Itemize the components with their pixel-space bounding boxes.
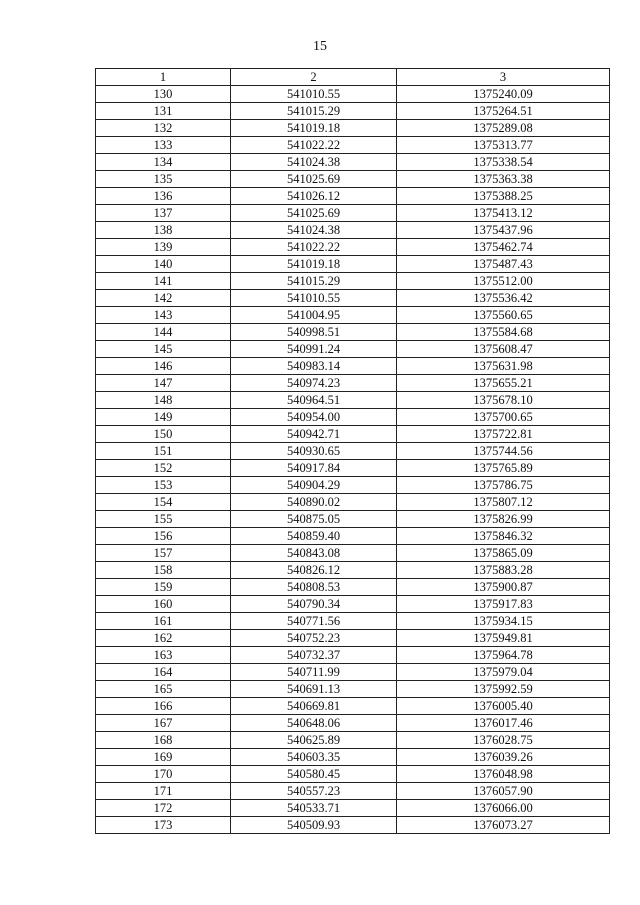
- y-coordinate-cell: 1375865.09: [397, 545, 610, 562]
- x-coordinate-cell: 541004.95: [231, 307, 397, 324]
- y-coordinate-cell: 1376017.46: [397, 715, 610, 732]
- table-row: [96, 120, 610, 137]
- point-number-cell: 141: [96, 273, 231, 290]
- point-number-cell: 163: [96, 647, 231, 664]
- point-number-cell: 142: [96, 290, 231, 307]
- y-coordinate-cell: 1375964.78: [397, 647, 610, 664]
- y-coordinate-cell: 1375512.00: [397, 273, 610, 290]
- y-coordinate-cell: 1376073.27: [397, 817, 610, 834]
- point-number-cell: 152: [96, 460, 231, 477]
- table-row: [96, 103, 610, 120]
- y-coordinate-cell: 1375437.96: [397, 222, 610, 239]
- x-coordinate-cell: 540732.37: [231, 647, 397, 664]
- y-coordinate-cell: 1375413.12: [397, 205, 610, 222]
- point-number-cell: 159: [96, 579, 231, 596]
- y-coordinate-cell: 1375765.89: [397, 460, 610, 477]
- x-coordinate-cell: 540625.89: [231, 732, 397, 749]
- y-coordinate-cell: 1376028.75: [397, 732, 610, 749]
- table-row: [96, 222, 610, 239]
- point-number-cell: 140: [96, 256, 231, 273]
- x-coordinate-cell: 540691.13: [231, 681, 397, 698]
- point-number-cell: 148: [96, 392, 231, 409]
- point-number-cell: 150: [96, 426, 231, 443]
- y-coordinate-cell: 1375363.38: [397, 171, 610, 188]
- table-row: [96, 171, 610, 188]
- point-number-cell: 138: [96, 222, 231, 239]
- x-coordinate-cell: 540509.93: [231, 817, 397, 834]
- table-row: [96, 783, 610, 800]
- y-coordinate-cell: 1375289.08: [397, 120, 610, 137]
- table-row: [96, 562, 610, 579]
- y-coordinate-cell: 1375744.56: [397, 443, 610, 460]
- table-row: [96, 358, 610, 375]
- point-number-cell: 144: [96, 324, 231, 341]
- y-coordinate-cell: 1375487.43: [397, 256, 610, 273]
- x-coordinate-cell: 541024.38: [231, 222, 397, 239]
- table-row: [96, 766, 610, 783]
- x-coordinate-cell: 540752.23: [231, 630, 397, 647]
- table-row: [96, 137, 610, 154]
- x-coordinate-cell: 541025.69: [231, 171, 397, 188]
- point-number-cell: 155: [96, 511, 231, 528]
- y-coordinate-cell: 1375462.74: [397, 239, 610, 256]
- table-row: [96, 817, 610, 834]
- point-number-cell: 145: [96, 341, 231, 358]
- x-coordinate-cell: 540669.81: [231, 698, 397, 715]
- table-row: [96, 494, 610, 511]
- point-number-cell: 161: [96, 613, 231, 630]
- point-number-cell: 165: [96, 681, 231, 698]
- table-row: [96, 443, 610, 460]
- table-row: [96, 681, 610, 698]
- table-row: [96, 409, 610, 426]
- x-coordinate-cell: 540917.84: [231, 460, 397, 477]
- table-row: [96, 460, 610, 477]
- x-coordinate-cell: 540942.71: [231, 426, 397, 443]
- x-coordinate-cell: 541024.38: [231, 154, 397, 171]
- point-number-cell: 130: [96, 86, 231, 103]
- y-coordinate-cell: 1375608.47: [397, 341, 610, 358]
- y-coordinate-cell: 1376039.26: [397, 749, 610, 766]
- point-number-cell: 139: [96, 239, 231, 256]
- y-coordinate-cell: 1375786.75: [397, 477, 610, 494]
- table-row: [96, 188, 610, 205]
- y-coordinate-cell: 1375826.99: [397, 511, 610, 528]
- point-number-cell: 149: [96, 409, 231, 426]
- x-coordinate-cell: 541019.18: [231, 256, 397, 273]
- point-number-cell: 167: [96, 715, 231, 732]
- point-number-cell: 134: [96, 154, 231, 171]
- table-row: [96, 154, 610, 171]
- y-coordinate-cell: 1375240.09: [397, 86, 610, 103]
- point-number-cell: 143: [96, 307, 231, 324]
- x-coordinate-cell: 540954.00: [231, 409, 397, 426]
- y-coordinate-cell: 1375979.04: [397, 664, 610, 681]
- point-number-cell: 166: [96, 698, 231, 715]
- x-coordinate-cell: 540859.40: [231, 528, 397, 545]
- x-coordinate-cell: 540890.02: [231, 494, 397, 511]
- point-number-cell: 137: [96, 205, 231, 222]
- point-number-cell: 158: [96, 562, 231, 579]
- point-number-cell: 171: [96, 783, 231, 800]
- x-coordinate-cell: 540533.71: [231, 800, 397, 817]
- point-number-cell: 154: [96, 494, 231, 511]
- x-coordinate-cell: 540875.05: [231, 511, 397, 528]
- table-row: [96, 545, 610, 562]
- y-coordinate-cell: 1375338.54: [397, 154, 610, 171]
- point-number-cell: 153: [96, 477, 231, 494]
- table-row: [96, 375, 610, 392]
- point-number-cell: 131: [96, 103, 231, 120]
- table-row: [96, 664, 610, 681]
- y-coordinate-cell: 1375264.51: [397, 103, 610, 120]
- table-row: [96, 290, 610, 307]
- x-coordinate-cell: 540557.23: [231, 783, 397, 800]
- y-coordinate-cell: 1375917.83: [397, 596, 610, 613]
- x-coordinate-cell: 540648.06: [231, 715, 397, 732]
- table-row: [96, 698, 610, 715]
- x-coordinate-cell: 540983.14: [231, 358, 397, 375]
- y-coordinate-cell: 1375631.98: [397, 358, 610, 375]
- y-coordinate-cell: 1375949.81: [397, 630, 610, 647]
- point-number-cell: 136: [96, 188, 231, 205]
- y-coordinate-cell: 1375807.12: [397, 494, 610, 511]
- point-number-cell: 173: [96, 817, 231, 834]
- point-number-cell: 162: [96, 630, 231, 647]
- x-coordinate-cell: 540790.34: [231, 596, 397, 613]
- x-coordinate-cell: 541026.12: [231, 188, 397, 205]
- table-row: [96, 613, 610, 630]
- table-row: [96, 205, 610, 222]
- y-coordinate-cell: 1375678.10: [397, 392, 610, 409]
- y-coordinate-cell: 1375560.65: [397, 307, 610, 324]
- x-coordinate-cell: 540904.29: [231, 477, 397, 494]
- x-coordinate-cell: 540711.99: [231, 664, 397, 681]
- x-coordinate-cell: 540998.51: [231, 324, 397, 341]
- y-coordinate-cell: 1375934.15: [397, 613, 610, 630]
- y-coordinate-cell: 1375883.28: [397, 562, 610, 579]
- point-number-cell: 132: [96, 120, 231, 137]
- point-number-cell: 133: [96, 137, 231, 154]
- x-coordinate-cell: 540826.12: [231, 562, 397, 579]
- y-coordinate-cell: 1375992.59: [397, 681, 610, 698]
- table-row: [96, 715, 610, 732]
- table-row: [96, 86, 610, 103]
- point-number-cell: 172: [96, 800, 231, 817]
- column-header: 3: [397, 69, 610, 86]
- x-coordinate-cell: 541015.29: [231, 103, 397, 120]
- y-coordinate-cell: 1375584.68: [397, 324, 610, 341]
- x-coordinate-cell: 541019.18: [231, 120, 397, 137]
- y-coordinate-cell: 1375536.42: [397, 290, 610, 307]
- point-number-cell: 147: [96, 375, 231, 392]
- table-row: [96, 426, 610, 443]
- y-coordinate-cell: 1375900.87: [397, 579, 610, 596]
- x-coordinate-cell: 540808.53: [231, 579, 397, 596]
- y-coordinate-cell: 1375313.77: [397, 137, 610, 154]
- table-header-row: [96, 69, 610, 86]
- point-number-cell: 168: [96, 732, 231, 749]
- x-coordinate-cell: 541010.55: [231, 86, 397, 103]
- x-coordinate-cell: 541025.69: [231, 205, 397, 222]
- y-coordinate-cell: 1376048.98: [397, 766, 610, 783]
- point-number-cell: 156: [96, 528, 231, 545]
- table-row: [96, 647, 610, 664]
- x-coordinate-cell: 541022.22: [231, 239, 397, 256]
- x-coordinate-cell: 540580.45: [231, 766, 397, 783]
- y-coordinate-cell: 1375388.25: [397, 188, 610, 205]
- table-row: [96, 477, 610, 494]
- x-coordinate-cell: 540964.51: [231, 392, 397, 409]
- y-coordinate-cell: 1375700.65: [397, 409, 610, 426]
- point-number-cell: 135: [96, 171, 231, 188]
- table-row: [96, 579, 610, 596]
- table-row: [96, 392, 610, 409]
- table-row: [96, 528, 610, 545]
- y-coordinate-cell: 1375722.81: [397, 426, 610, 443]
- table-row: [96, 324, 610, 341]
- table-row: [96, 307, 610, 324]
- table-row: [96, 630, 610, 647]
- y-coordinate-cell: 1375846.32: [397, 528, 610, 545]
- coordinates-table: [95, 68, 610, 834]
- x-coordinate-cell: 540603.35: [231, 749, 397, 766]
- x-coordinate-cell: 541010.55: [231, 290, 397, 307]
- table-row: [96, 800, 610, 817]
- y-coordinate-cell: 1376005.40: [397, 698, 610, 715]
- x-coordinate-cell: 540991.24: [231, 341, 397, 358]
- x-coordinate-cell: 540771.56: [231, 613, 397, 630]
- table-row: [96, 239, 610, 256]
- point-number-cell: 160: [96, 596, 231, 613]
- x-coordinate-cell: 540930.65: [231, 443, 397, 460]
- table-row: [96, 511, 610, 528]
- point-number-cell: 170: [96, 766, 231, 783]
- table-row: [96, 596, 610, 613]
- table-row: [96, 749, 610, 766]
- point-number-cell: 164: [96, 664, 231, 681]
- page-number: 15: [313, 39, 327, 54]
- table-row: [96, 732, 610, 749]
- x-coordinate-cell: 541015.29: [231, 273, 397, 290]
- point-number-cell: 169: [96, 749, 231, 766]
- x-coordinate-cell: 540843.08: [231, 545, 397, 562]
- table-row: [96, 256, 610, 273]
- column-header: 2: [231, 69, 397, 86]
- point-number-cell: 157: [96, 545, 231, 562]
- x-coordinate-cell: 540974.23: [231, 375, 397, 392]
- x-coordinate-cell: 541022.22: [231, 137, 397, 154]
- table-row: [96, 341, 610, 358]
- column-header: 1: [96, 69, 231, 86]
- point-number-cell: 146: [96, 358, 231, 375]
- y-coordinate-cell: 1375655.21: [397, 375, 610, 392]
- table-row: [96, 273, 610, 290]
- y-coordinate-cell: 1376057.90: [397, 783, 610, 800]
- table-body: [96, 86, 610, 834]
- y-coordinate-cell: 1376066.00: [397, 800, 610, 817]
- point-number-cell: 151: [96, 443, 231, 460]
